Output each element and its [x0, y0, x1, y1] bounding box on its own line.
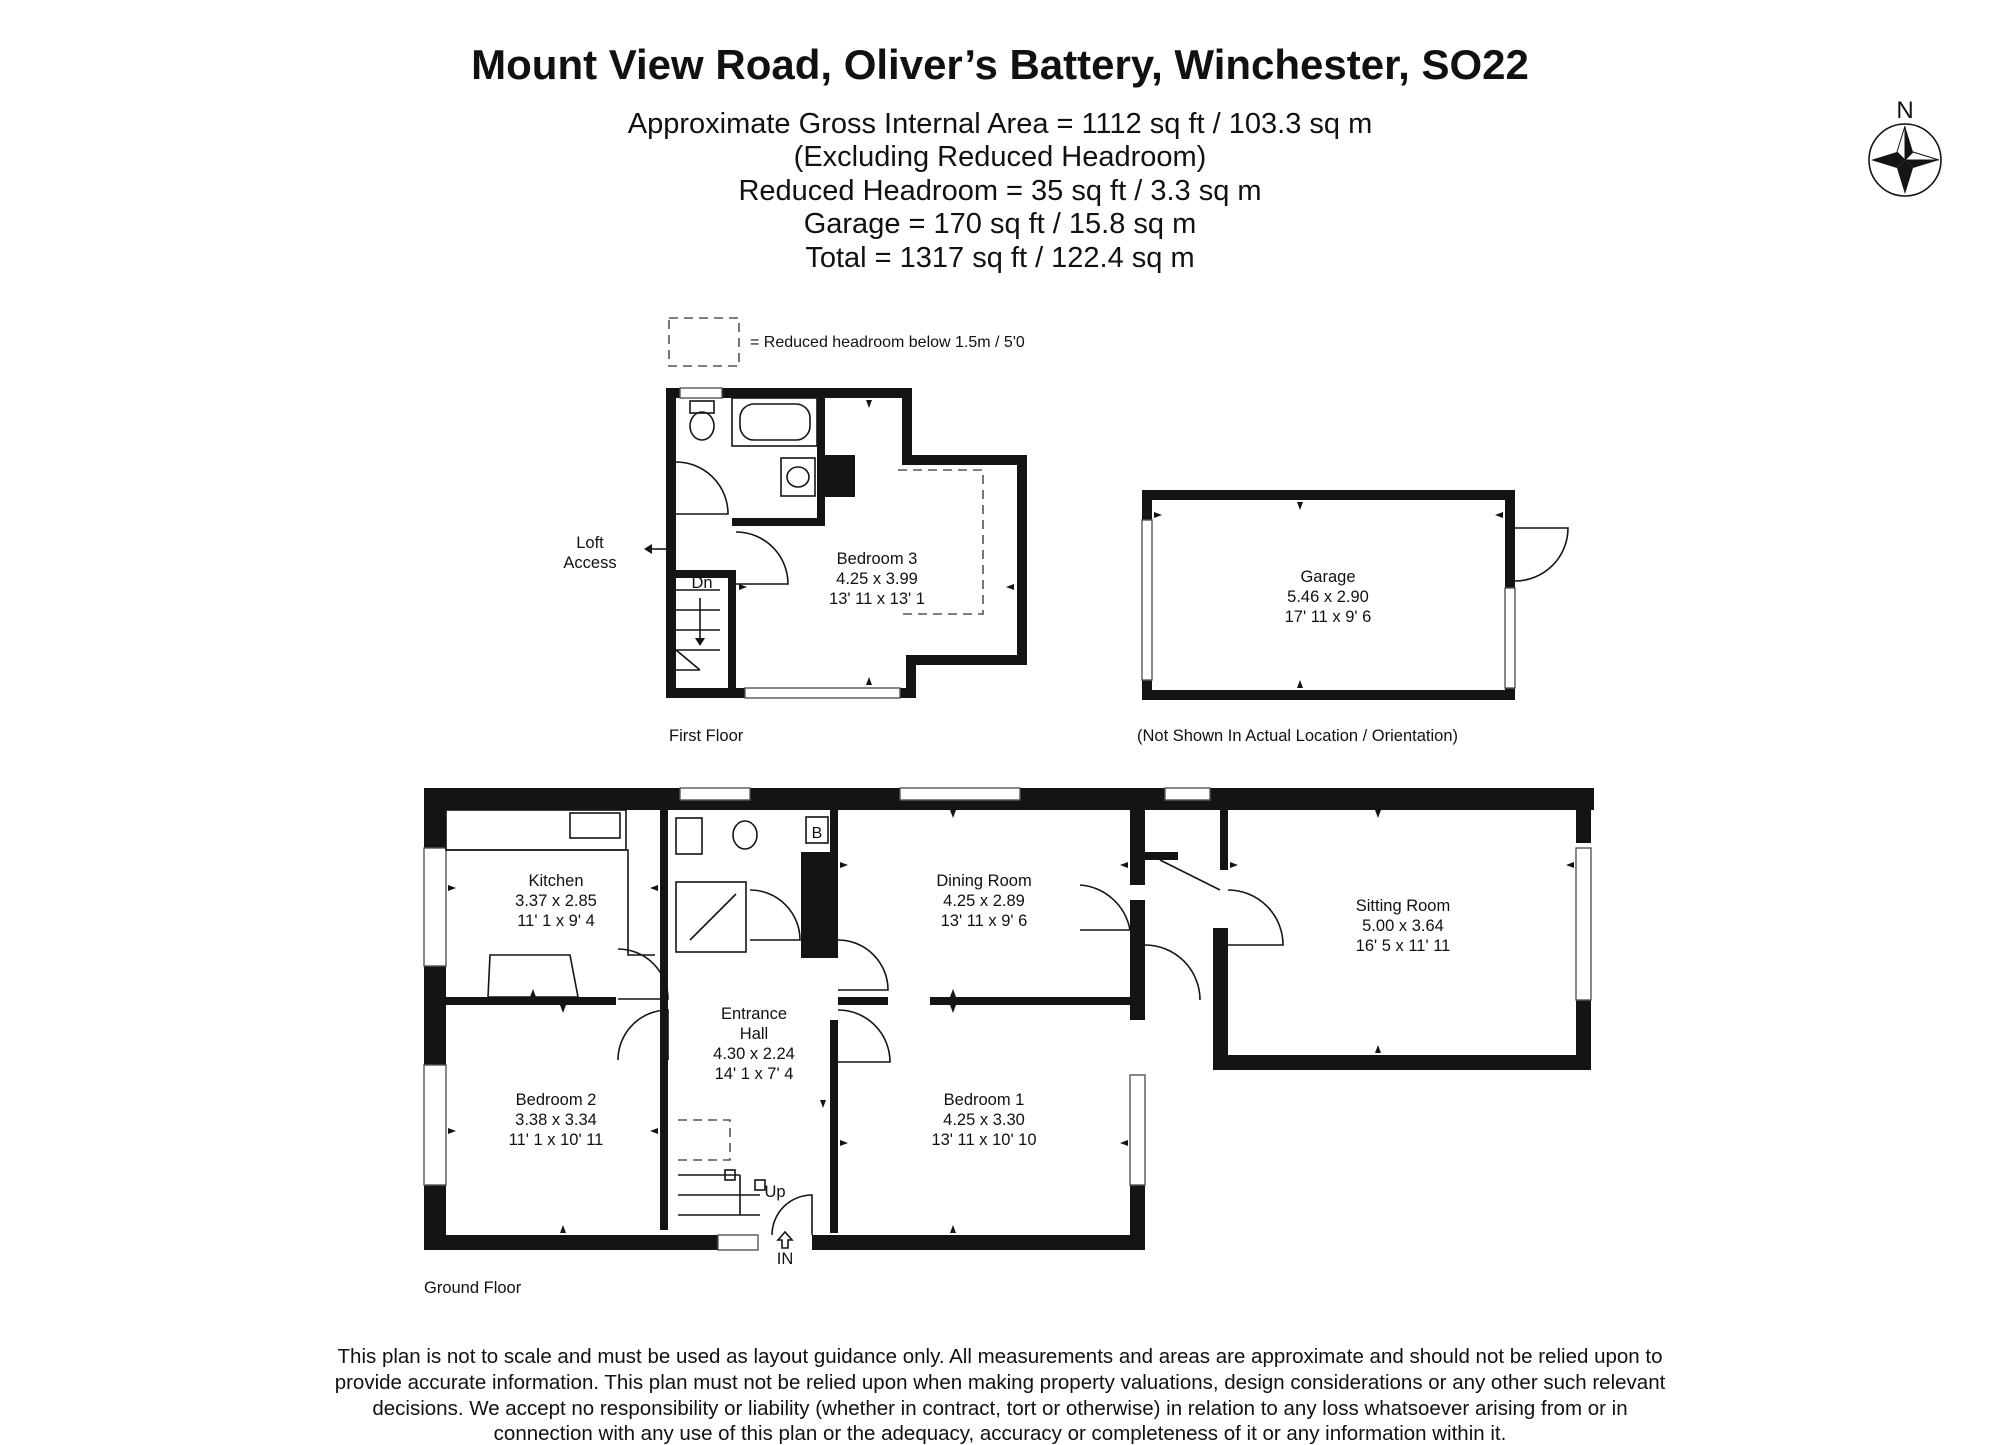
bedroom3-metric: 4.25 x 3.99: [836, 570, 918, 588]
reduced-headroom-legend-text: = Reduced headroom below 1.5m / 5'0: [750, 334, 1025, 351]
area-line-reduced: Reduced Headroom = 35 sq ft / 3.3 sq m: [738, 175, 1262, 207]
sitting-room-imperial: 16' 5 x 11' 11: [1355, 937, 1451, 955]
plan-title: Mount View Road, Oliver’s Battery, Winchester, SO22: [471, 41, 1529, 88]
reduced-headroom-legend-swatch: [669, 318, 739, 366]
entrance-hall-metric: 4.30 x 2.24: [713, 1045, 795, 1063]
garage-imperial: 17' 11 x 9' 6: [1284, 608, 1372, 626]
entrance-hall-name-line2: Hall: [739, 1025, 769, 1043]
bedroom1-name: Bedroom 1: [943, 1091, 1025, 1109]
kitchen-imperial: 11' 1 x 9' 4: [517, 912, 595, 930]
bedroom3-imperial: 13' 11 x 13' 1: [829, 590, 925, 608]
ground-floor-label: Ground Floor: [424, 1279, 522, 1297]
compass-north-label: N: [1896, 97, 1914, 124]
boiler-label: B: [811, 825, 823, 842]
loft-access-label-line1: Loft: [576, 534, 604, 552]
compass-rose-icon: [1869, 97, 1941, 196]
garage-metric: 5.46 x 2.90: [1287, 588, 1369, 606]
disclaimer-line-3: decisions. We accept no responsibility or liability (whether in contract, tort or otherwise) in relation to any loss whatsoever arising from or in: [372, 1397, 1628, 1420]
first-floor-plan: [563, 388, 1027, 745]
first-floor-label: First Floor: [669, 727, 744, 745]
sitting-room-name: Sitting Room: [1355, 897, 1451, 915]
bedroom2-imperial: 11' 1 x 10' 11: [508, 1131, 604, 1149]
bedroom2-metric: 3.38 x 3.34: [515, 1111, 597, 1129]
entrance-label: IN: [776, 1250, 794, 1268]
ground-floor-stairs-label: Up: [764, 1183, 786, 1201]
kitchen-name: Kitchen: [528, 872, 584, 890]
garage-plan: [1137, 490, 1568, 745]
ground-floor-plan: [424, 788, 1594, 1297]
sitting-room-metric: 5.00 x 3.64: [1362, 917, 1444, 935]
garage-name: Garage: [1300, 568, 1356, 586]
entrance-hall-name-line1: Entrance: [720, 1005, 788, 1023]
disclaimer-line-4: connection with any use of this plan or the adequacy, accuracy or completeness of it or any information within it.: [493, 1422, 1507, 1445]
area-line-gross: Approximate Gross Internal Area = 1112 sq ft / 103.3 sq m: [627, 108, 1373, 140]
bedroom3-name: Bedroom 3: [836, 550, 918, 568]
area-line-garage: Garage = 170 sq ft / 15.8 sq m: [803, 208, 1197, 240]
disclaimer-line-2: provide accurate information. This plan must not be relied upon when making property valuations, design considerations or any other such relevant: [334, 1371, 1666, 1394]
dining-room-metric: 4.25 x 2.89: [943, 892, 1025, 910]
kitchen-metric: 3.37 x 2.85: [515, 892, 597, 910]
bedroom2-name: Bedroom 2: [515, 1091, 597, 1109]
disclaimer-line-1: This plan is not to scale and must be used as layout guidance only. All measurements and areas are approximate and should not be relied upon to: [337, 1345, 1663, 1368]
bedroom1-metric: 4.25 x 3.30: [943, 1111, 1025, 1129]
dining-room-name: Dining Room: [936, 872, 1032, 890]
garage-location-note: (Not Shown In Actual Location / Orientation): [1137, 727, 1459, 745]
first-floor-stairs-label: Dn: [691, 574, 713, 592]
area-line-total: Total = 1317 sq ft / 122.4 sq m: [805, 242, 1195, 274]
area-line-excluding: (Excluding Reduced Headroom): [793, 141, 1207, 173]
bedroom1-imperial: 13' 11 x 10' 10: [931, 1131, 1037, 1149]
entrance-hall-imperial: 14' 1 x 7' 4: [714, 1065, 794, 1083]
loft-access-label-line2: Access: [563, 554, 617, 572]
dining-room-imperial: 13' 11 x 9' 6: [940, 912, 1028, 930]
